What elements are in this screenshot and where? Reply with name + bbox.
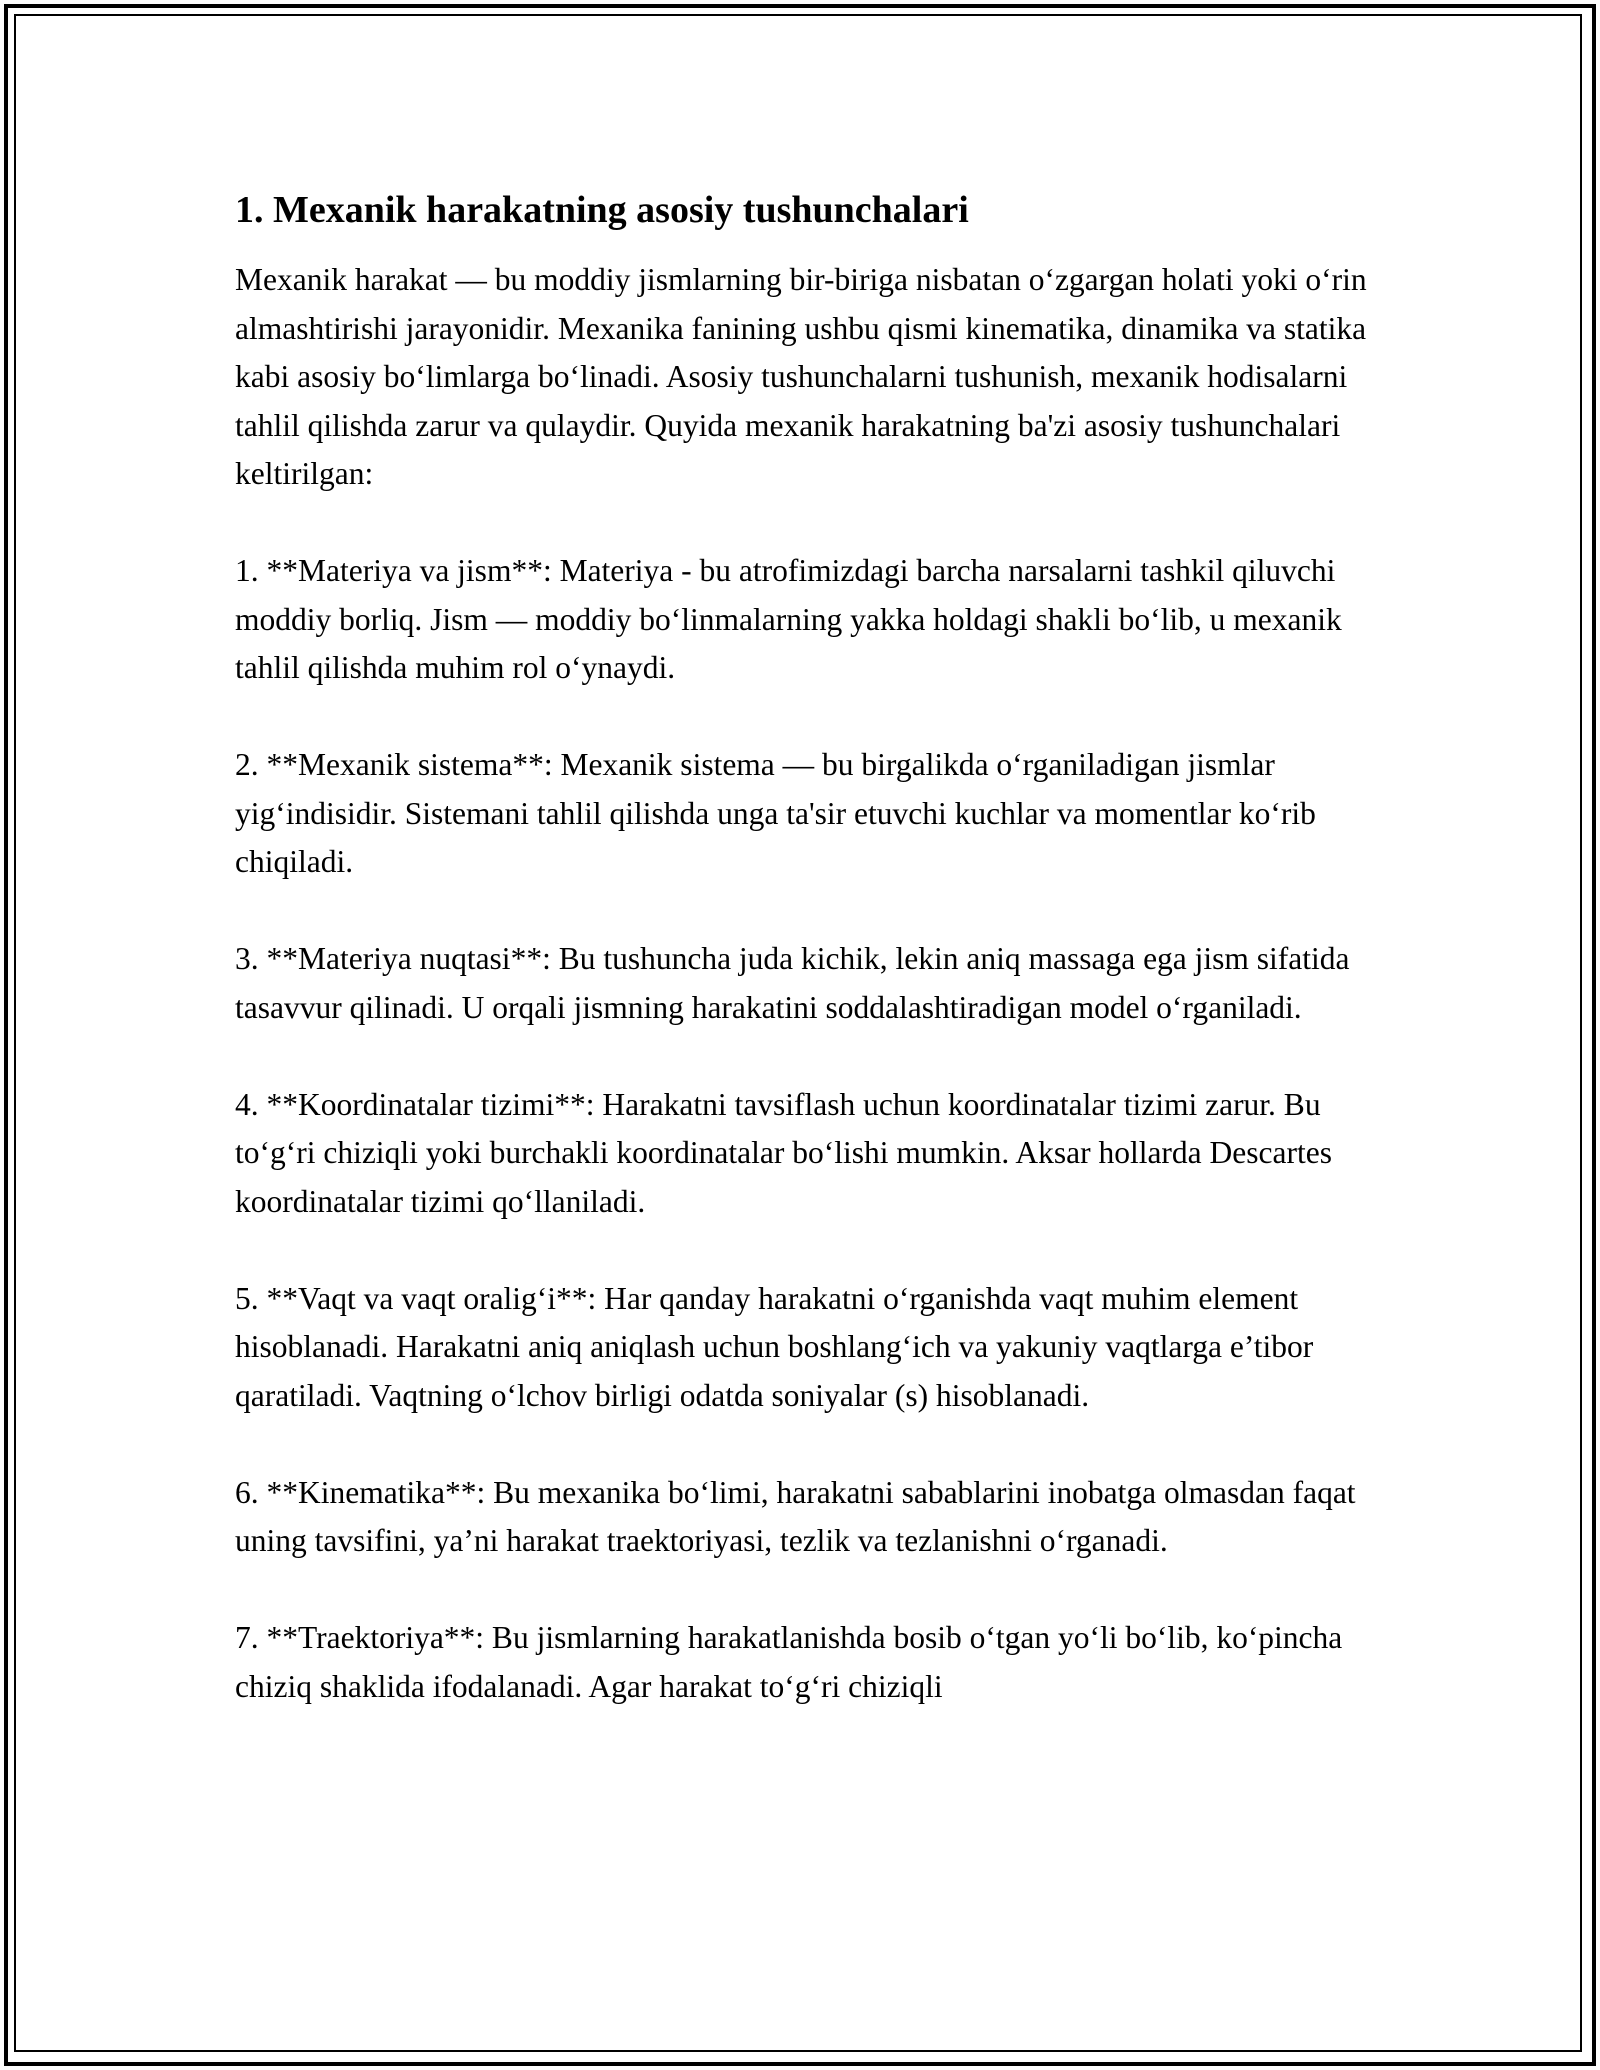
list-item-vaqt-va-vaqt-oraligi: 5. **Vaqt va vaqt oraligʻi**: Har qanday harakatni oʻrganishda vaqt muhim element hisoblanadi. Harakatni aniq aniqlash uchun boshlangʻich va yakuniy vaqtlarga e’tibor qaratiladi. Vaqtning oʻlchov birligi odatda soniyalar (s) hisoblanadi. (235, 1280, 1314, 1413)
list-item-materiya-va-jism: 1. **Materiya va jism**: Materiya - bu atrofimizdagi barcha narsalarni tashkil qiluvchi moddiy borliq. Jism — moddiy boʻlinmalarning yakka holdagi shakli boʻlib, u mexanik tahlil qilishda muhim rol oʻynaydi. (235, 553, 1342, 685)
list-item-kinematika: 6. **Kinematika**: Bu mexanika boʻlimi, harakatni sabablarini inobatga olmasdan faqat uning tavsifini, ya’ni harakat traektoriyasi, tezlik va tezlanishni oʻrganadi. (235, 1474, 1356, 1558)
list-item-mexanik-sistema: 2. **Mexanik sistema**: Mexanik sistema — bu birgalikda oʻrganiladigan jismlar yigʻindisidir. Sistemani tahlil qilishda unga ta'sir etuvchi kuchlar va momentlar koʻrib chiqiladi. (235, 747, 1316, 879)
list-item-koordinatalar-tizimi: 4. **Koordinatalar tizimi**: Harakatni tavsiflash uchun koordinatalar tizimi zarur. Bu toʻgʻri chiziqli yoki burchakli koordinatalar boʻlishi mumkin. Aksar hollarda Descartes koordinatalar tizimi qoʻllaniladi. (235, 1086, 1332, 1219)
document-body (235, 186, 1375, 1760)
list-item-materiya-nuqtasi: 3. **Materiya nuqtasi**: Bu tushuncha juda kichik, lekin aniq massaga ega jism sifatida tasavvur qilinadi. U orqali jismning harakatini soddalashtiradigan model oʻrganiladi. (235, 941, 1350, 1025)
section-heading: 1. Mexanik harakatning asosiy tushunchalari (235, 189, 969, 231)
intro-paragraph: Mexanik harakat — bu moddiy jismlarning bir-biriga nisbatan oʻzgargan holati yoki oʻrin almashtirishi jarayonidir. Mexanika fanining ushbu qismi kinematika, dinamika va statika kabi asosiy boʻlimlarga boʻlinadi. Asosiy tushunchalarni tushunish, mexanik hodisalarni tahlil qilishda zarur va qulaydir. Quyida mexanik harakatning ba'zi asosiy tushunchalari keltirilgan: (235, 262, 1367, 491)
list-item-traektoriya: 7. **Traektoriya**: Bu jismlarning harakatlanishda bosib oʻtgan yoʻli boʻlib, koʻpincha chiziq shaklida ifodalanadi. Agar harakat toʻgʻri chiziqli (235, 1620, 1343, 1704)
